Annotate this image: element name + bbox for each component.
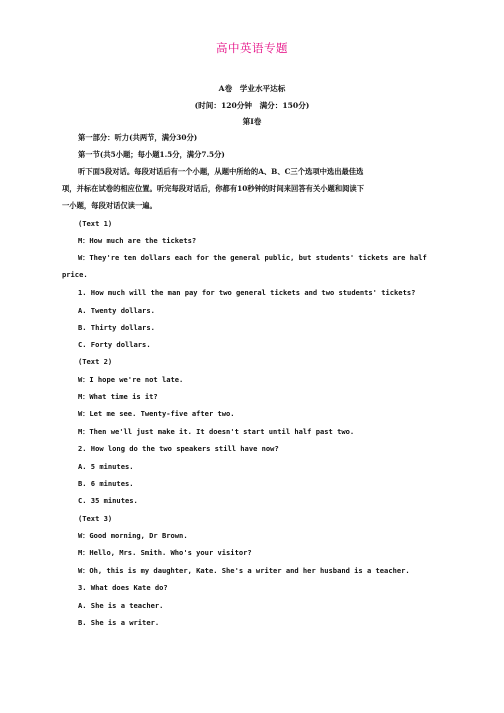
text-label: (Text 3) (78, 514, 113, 523)
part-title: 第Ⅰ卷 (242, 117, 262, 126)
question-line: 3. What does Kate do? (78, 583, 168, 592)
question-line: 1. How much will the man pay for two general tickets and two students' tickets? (78, 288, 416, 297)
dialogue-line: M：Then we'll just make it. It doesn't start until half past two. (78, 427, 355, 436)
directions-line: 一小题，每段对话仅读一遍。 (62, 201, 157, 210)
dialogue-line: price. (62, 270, 88, 279)
time-score-line: (时间：120分钟 满分：150分) (194, 101, 310, 110)
option-line: A. Twenty dollars. (78, 306, 155, 315)
dialogue-line: M：Hello, Mrs. Smith. Who's your visitor? (78, 548, 252, 557)
option-line: B. She is a writer. (78, 618, 160, 627)
text-label: (Text 2) (78, 357, 113, 366)
text-label: (Text 1) (78, 219, 113, 228)
question-line: 2. How long do the two speakers still have now? (78, 444, 279, 453)
dialogue-line: W：I hope we're not late. (78, 375, 184, 384)
option-line: B. Thirty dollars. (78, 323, 155, 332)
dialogue-line: W：Let me see. Twenty-five after two. (78, 409, 235, 418)
directions-line: 听下面5段对话。每段对话后有一个小题，从题中所给的A、B、C三个选项中选出最佳选 (78, 167, 364, 176)
option-line: C. Forty dollars. (78, 340, 151, 349)
option-line: C. 35 minutes. (78, 496, 138, 505)
topic-header: 高中英语专题 (216, 41, 288, 55)
option-line: A. She is a teacher. (78, 601, 164, 610)
dialogue-line: W：Oh, this is my daughter, Kate. She's a writer and her husband is a teacher. (78, 566, 410, 575)
option-line: B. 6 minutes. (78, 479, 134, 488)
dialogue-line: W：They're ten dollars each for the general public, but students' tickets are half (78, 253, 427, 262)
dialogue-line: W：Good morning, Dr Brown. (78, 531, 188, 540)
section-title: 第一部分：听力(共两节，满分30分) (78, 133, 198, 142)
section-subtitle: 第一节(共5小题；每小题1.5分，满分7.5分) (78, 150, 225, 159)
dialogue-line: M：How much are the tickets? (78, 236, 197, 245)
directions-line: 项，并标在试卷的相应位置。听完每段对话后，你都有10秒钟的时间来回答有关小题和阅读下 (62, 184, 365, 193)
dialogue-line: M：What time is it? (78, 392, 158, 401)
volume-title: A卷 学业水平达标 (218, 84, 286, 93)
option-line: A. 5 minutes. (78, 462, 134, 471)
